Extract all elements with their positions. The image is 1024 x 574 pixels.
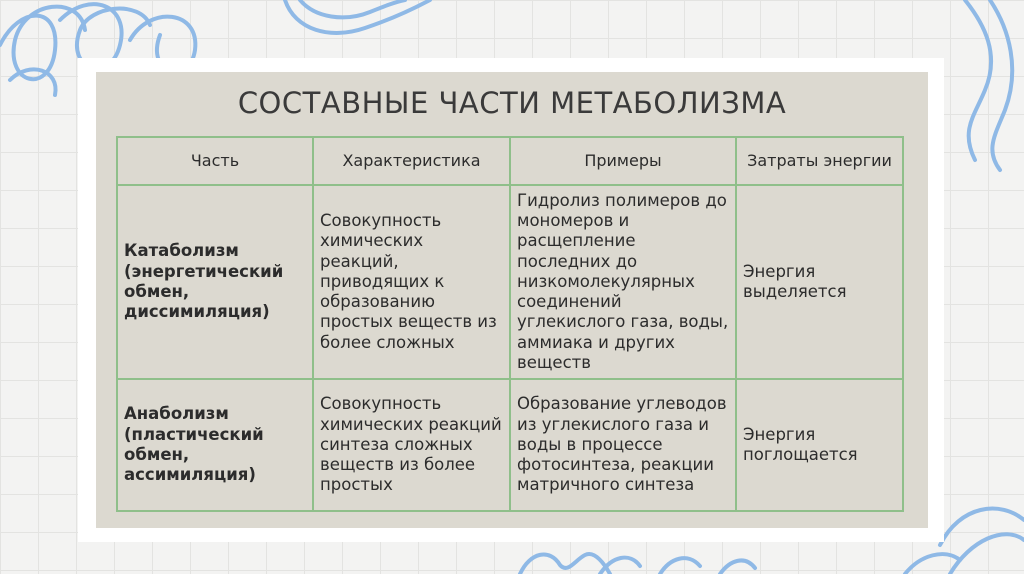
- header-part: Часть: [117, 137, 313, 185]
- table-row: [117, 379, 903, 511]
- row-energy: Энергия выделяется: [736, 185, 903, 379]
- row-part: Анаболизм (пластический обмен, ассимиляция): [117, 379, 313, 511]
- table-row: [117, 185, 903, 379]
- header-examples: Примеры: [510, 137, 736, 185]
- metabolism-table: [116, 136, 904, 512]
- row-examples: Образование углеводов из углекислого газа и воды в процессе фотосинтеза, реакции матричного синтеза: [510, 379, 736, 511]
- row-examples: Гидролиз полимеров до мономеров и расщепление последних до низкомолекулярных соединений углекислого газа, воды, аммиака и других веществ: [510, 185, 736, 379]
- row-part: Катаболизм (энергетический обмен, диссимиляция): [117, 185, 313, 379]
- row-energy: Энергия поглощается: [736, 379, 903, 511]
- table-header-row: [117, 137, 903, 185]
- header-characteristic: Характеристика: [313, 137, 510, 185]
- row-characteristic: Совокупность химических реакций, приводящих к образованию простых веществ из более сложных: [313, 185, 510, 379]
- slide-card: [96, 72, 928, 528]
- slide-title: СОСТАВНЫЕ ЧАСТИ МЕТАБОЛИЗМА: [237, 86, 787, 120]
- header-energy: Затраты энергии: [736, 137, 903, 185]
- row-characteristic: Совокупность химических реакций синтеза сложных веществ из более простых: [313, 379, 510, 511]
